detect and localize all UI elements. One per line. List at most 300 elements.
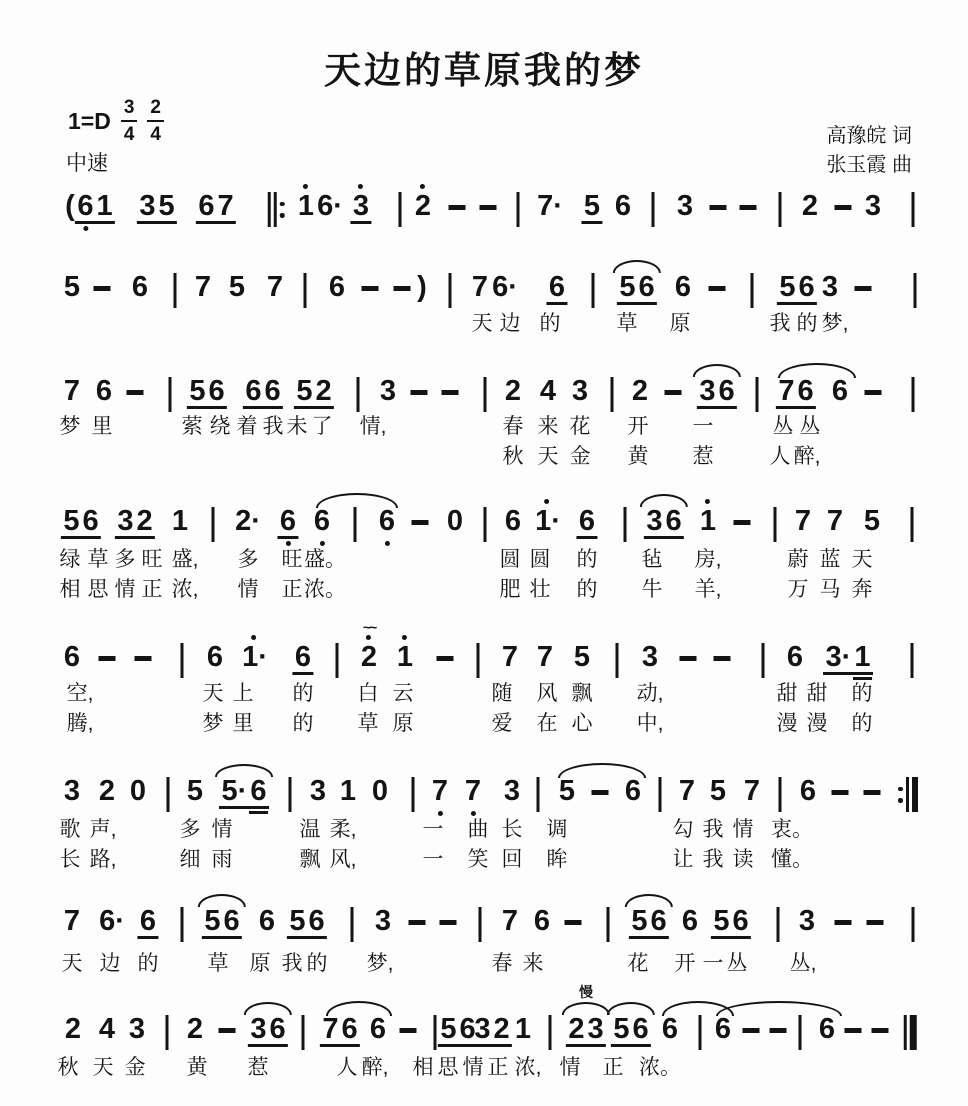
note-digits (243, 377, 283, 409)
note-digit: 6· (317, 190, 343, 222)
bar-stroke (611, 377, 614, 412)
barline (181, 643, 184, 678)
lyric-syllable: 天 (471, 312, 493, 335)
sustain-dash (740, 205, 757, 210)
note (61, 507, 101, 539)
sustain-dash (743, 1028, 760, 1033)
note-digits (277, 507, 298, 539)
note-digit: 5 (631, 905, 648, 937)
note-digits (444, 507, 465, 536)
meter-denominator: 4 (150, 124, 161, 145)
bar-stroke (659, 777, 662, 812)
barline (434, 1015, 437, 1050)
lyric-syllable: 上 (232, 682, 254, 705)
sustain-dash (864, 790, 881, 795)
note (799, 192, 820, 221)
sustain-dash (865, 390, 882, 395)
lyric-syllable: 甜 (776, 682, 798, 705)
note-digits (320, 1015, 360, 1047)
lyric-syllable: 浓, (514, 1056, 542, 1079)
lyric-syllable: 的 (576, 578, 598, 601)
note (639, 643, 660, 672)
note-digit: 2 (631, 375, 649, 407)
lyric-syllable: 醉, (793, 445, 821, 468)
note (535, 192, 566, 221)
note (499, 643, 520, 672)
note-digit: 3 (374, 905, 392, 937)
lyrics-row (0, 951, 968, 979)
barline (912, 377, 915, 412)
bar-stroke (911, 643, 914, 678)
lyric-syllable: 正 (487, 1056, 509, 1079)
lyric-syllable: 天 (61, 952, 83, 975)
note-digits (676, 777, 697, 806)
barline (169, 377, 172, 412)
note-digit: 6 (77, 190, 94, 222)
note (512, 1015, 533, 1044)
note-digits (358, 643, 379, 672)
lyrics-row (0, 817, 968, 845)
note (862, 192, 883, 221)
note-digits (96, 1015, 117, 1044)
bar-stroke (304, 273, 307, 308)
meter-denominator: 4 (123, 124, 135, 145)
note-digit: 3 (474, 1013, 491, 1045)
bar-stroke (616, 643, 619, 678)
lyric-syllable: 思 (437, 1056, 459, 1079)
parenthesis: ) (417, 271, 427, 303)
note-digits (472, 1015, 512, 1047)
lyrics-row (0, 414, 968, 442)
note-digits (862, 192, 883, 221)
note (376, 507, 397, 536)
lyrics-row (0, 1055, 968, 1083)
note-digits (502, 377, 523, 406)
note (372, 907, 393, 936)
lyric-syllable: 旺 (281, 548, 303, 571)
note (581, 192, 602, 224)
note-digit: 2 (414, 190, 432, 222)
lyric-syllable: 情 (732, 818, 754, 841)
bar-stroke (166, 1015, 169, 1050)
note-digits (462, 777, 483, 806)
note-digit: 3 (821, 271, 839, 303)
lyric-syllable: 惹 (247, 1056, 269, 1079)
note (137, 907, 158, 939)
lyric-syllable: 金 (569, 445, 591, 468)
note-digits (61, 507, 101, 539)
lyric-syllable: 盛, (171, 548, 199, 571)
note (829, 377, 850, 406)
note-digit: 6 (208, 375, 225, 407)
barline (616, 643, 619, 678)
lyric-syllable: 调 (546, 818, 568, 841)
barline (699, 1015, 702, 1050)
augmentation-dot: · (333, 190, 343, 222)
lyric-syllable: 飘 (571, 682, 593, 705)
note (617, 273, 657, 305)
notation-line (0, 984, 968, 1055)
note-digits (96, 777, 117, 806)
note (469, 273, 490, 302)
note-digits (412, 192, 433, 221)
lyric-syllable: 蔚 (787, 548, 809, 571)
note-digit: 6 (548, 271, 566, 303)
note (622, 777, 643, 806)
note-digits (659, 1015, 680, 1044)
note-digits (502, 507, 523, 536)
note-digits (61, 907, 82, 936)
lyric-syllable: 奔 (851, 578, 873, 601)
bar-stroke (354, 507, 357, 542)
bar-stroke (302, 1015, 305, 1050)
note-digits (248, 1015, 288, 1047)
lyric-syllable: 的 (851, 712, 873, 735)
augmentation-dot: · (841, 641, 852, 673)
lyric-syllable: 黄 (627, 445, 649, 468)
note-digits (202, 907, 242, 939)
note-digit: 5 (583, 190, 601, 222)
note-digit: 7 (322, 1013, 339, 1045)
note (711, 907, 751, 939)
note-digits (315, 192, 346, 221)
barline (354, 507, 357, 542)
sustain-dash (362, 286, 379, 291)
note (62, 1015, 83, 1044)
final-barline (904, 1015, 917, 1050)
note-digit: 6 (786, 641, 804, 673)
bar-stroke (904, 1015, 907, 1050)
lyric-syllable: 我 (262, 415, 284, 438)
note-digits (61, 643, 82, 672)
lyric-syllable: 天 (202, 682, 224, 705)
sustain-dash (442, 390, 459, 395)
note-digit: 1 (339, 775, 357, 807)
notation-line (0, 619, 968, 683)
note-digits (292, 643, 313, 675)
note (534, 643, 555, 672)
note-digit: 6 (269, 1013, 286, 1045)
note-digit: 7 (501, 641, 519, 673)
sustain-dash (440, 920, 457, 925)
note (93, 377, 114, 406)
lyric-syllable: 歌 (59, 818, 81, 841)
bar-stroke (517, 192, 520, 227)
bar-stroke (169, 377, 172, 412)
note-digit: 7 (501, 905, 519, 937)
note-digits (534, 643, 555, 672)
note-digit: 6 (131, 271, 149, 303)
meter-numerator: 2 (147, 98, 164, 122)
note (502, 507, 523, 536)
lyric-syllable: 柔, (329, 818, 357, 841)
lyric-syllable: 风, (329, 848, 357, 871)
repeat-begin-barline (268, 192, 285, 227)
barline (336, 643, 339, 678)
note (672, 273, 693, 302)
note (377, 377, 398, 406)
sustain-dash (135, 656, 152, 661)
lyric-syllable: 里 (91, 415, 113, 438)
note (537, 377, 558, 406)
note-digit: 5 (613, 1013, 630, 1045)
note (233, 507, 264, 536)
note-digit: 6 (632, 1013, 649, 1045)
lyric-syllable: 回 (501, 848, 523, 871)
lyric-syllable: 爱 (491, 712, 513, 735)
note (129, 273, 150, 302)
note-digits (829, 377, 850, 406)
lyric-syllable: 的 (292, 712, 314, 735)
augmentation-dot: · (553, 190, 563, 222)
note (184, 1015, 205, 1044)
note (784, 643, 805, 672)
note-digit: 6 (63, 641, 81, 673)
note-digit: 1 (854, 641, 871, 673)
lyric-syllable: 丛 (772, 415, 794, 438)
note-digits (61, 377, 82, 406)
note (248, 1015, 288, 1047)
barline (624, 507, 627, 542)
barline (302, 1015, 305, 1050)
note-digit: 6 (459, 1013, 476, 1045)
note (184, 777, 205, 806)
note-digits (311, 507, 332, 536)
note-digit: 5 (440, 1013, 457, 1045)
sustain-dash (127, 390, 144, 395)
note-digit: 6 (279, 505, 297, 537)
note-digits (184, 1015, 205, 1044)
note-digit: 3 (699, 375, 716, 407)
note (816, 1015, 837, 1044)
augmentation-dot: · (237, 775, 248, 807)
barline (351, 907, 354, 942)
note-digit: 5 (863, 505, 881, 537)
note-digit: 3 (864, 190, 882, 222)
note-digit: 6 (797, 375, 814, 407)
lyric-syllable: 浓。 (304, 578, 346, 601)
note (556, 777, 577, 806)
note (243, 377, 283, 409)
note-digits (792, 507, 813, 536)
sustain-dash (714, 656, 731, 661)
bar-stroke (549, 1015, 552, 1050)
note (576, 507, 597, 539)
lyric-syllable: 蓝 (819, 548, 841, 571)
barline (484, 377, 487, 412)
note-digits (622, 777, 643, 806)
augmentation-dot: · (251, 505, 261, 537)
sustain-dash (449, 205, 466, 210)
note-digit: 6 (533, 905, 551, 937)
note-digit: 1 (514, 1013, 532, 1045)
note (412, 192, 433, 221)
lyric-syllable: 的 (576, 548, 598, 571)
note-digit: 6 (831, 375, 849, 407)
note-digit: 6 (718, 375, 735, 407)
note-digit: 7 (194, 271, 212, 303)
bar-stroke (336, 643, 339, 678)
lyric-syllable: 原 (669, 312, 691, 335)
lyrics-row (0, 681, 968, 709)
note (96, 777, 117, 806)
note-digits (169, 507, 190, 536)
barline (517, 192, 520, 227)
lyric-syllable: 白 (357, 682, 379, 705)
note-digits (490, 273, 521, 302)
note-digits (741, 777, 762, 806)
note-digit: 7 (266, 271, 284, 303)
notation-line (0, 377, 968, 417)
note-digit: 3 (587, 1013, 604, 1045)
lyric-syllable: 浓。 (639, 1056, 681, 1079)
note-digit: 7· (537, 190, 563, 222)
lyric-syllable: 情 (114, 578, 136, 601)
note-digit: 7 (471, 271, 489, 303)
lyric-syllable: 中, (636, 712, 664, 735)
note (741, 777, 762, 806)
lyric-syllable: 笑 (467, 848, 489, 871)
sustain-dash (835, 920, 852, 925)
note (569, 377, 590, 406)
note-digit: 3 (250, 1013, 267, 1045)
lyric-syllable: 人 (769, 445, 791, 468)
note (61, 907, 82, 936)
note-digit: 6 (369, 1013, 387, 1045)
note-digit: 6 (308, 905, 325, 937)
note-digit: 5 (713, 905, 730, 937)
barline (751, 273, 754, 308)
note (219, 777, 269, 809)
note-digit: 6 (650, 905, 667, 937)
note-digits (93, 377, 114, 406)
lyric-syllable: 情 (559, 1056, 581, 1079)
note-digit: 7 (217, 190, 234, 222)
parenthesis: ( (65, 190, 75, 222)
lyric-syllable: 花 (569, 415, 591, 438)
note-digits (256, 907, 277, 936)
barline (484, 507, 487, 542)
note-digit: 5 (558, 775, 576, 807)
bar-stroke (592, 273, 595, 308)
lyric-syllable: 房, (694, 548, 722, 571)
notation-line (0, 907, 968, 947)
lyric-syllable: 正 (141, 578, 163, 601)
lyric-syllable: 漫 (806, 712, 828, 735)
note-digit: 2 (186, 1013, 204, 1045)
sustain-dash (99, 656, 116, 661)
note (792, 507, 813, 536)
bar-stroke (751, 273, 754, 308)
note (644, 507, 684, 539)
note-digit: 6 (624, 775, 642, 807)
note-digit: 6 (139, 905, 157, 937)
note-digits (137, 192, 177, 224)
note-digit: 6· (99, 905, 125, 937)
barline (304, 273, 307, 308)
note (226, 273, 247, 302)
note-digit: 6 (732, 905, 749, 937)
note-digit: 6 (328, 271, 346, 303)
note-digit: 6 (614, 190, 632, 222)
lyric-syllable: 情 (211, 818, 233, 841)
bar-stroke (434, 1015, 437, 1050)
note (367, 1015, 388, 1044)
note-digit: 6 (674, 271, 692, 303)
sustain-dash (411, 390, 428, 395)
note-digits (617, 273, 657, 305)
sustain-dash (400, 1028, 417, 1033)
note-digits (535, 192, 566, 221)
lyric-syllable: 圆 (529, 548, 551, 571)
note-digit: 2 (98, 775, 116, 807)
tie-arc (326, 1001, 392, 1016)
note-digit: 6 (82, 505, 99, 537)
barline (756, 377, 759, 412)
barline (911, 643, 914, 678)
note-digits (499, 907, 520, 936)
bar-stroke (779, 777, 782, 812)
bar-stroke (181, 907, 184, 942)
sustain-dash (394, 286, 411, 291)
note-digit: 6 (681, 905, 699, 937)
note-digit: 2 (64, 1013, 82, 1045)
lyric-syllable: 绕 (209, 415, 231, 438)
note (533, 507, 564, 536)
note (126, 1015, 147, 1044)
lyric-syllable: 草 (616, 312, 638, 335)
note (311, 507, 332, 536)
note-digits (226, 273, 247, 302)
note-digit: 0 (371, 775, 389, 807)
lyrics-row (0, 444, 968, 472)
lyric-syllable: 多 (179, 818, 201, 841)
note-digits (219, 777, 269, 809)
lyric-syllable: 勾 (672, 818, 694, 841)
note-digit: 6 (313, 505, 331, 537)
note-digits (611, 1015, 651, 1047)
note-digits (501, 777, 522, 806)
note-digit: 7 (536, 641, 554, 673)
lyric-syllable: 正 (602, 1056, 624, 1079)
note (697, 377, 737, 409)
lyric-syllable: 丛 (726, 952, 748, 975)
note-digit: 6 (198, 190, 215, 222)
bar-stroke (399, 192, 402, 227)
lyric-syllable: 的 (292, 682, 314, 705)
note-digits (376, 507, 397, 536)
lyric-syllable: 草 (87, 548, 109, 571)
composer-credit: 张玉霞 曲 (826, 154, 912, 176)
lyric-syllable: 未 (286, 415, 308, 438)
note-digit: 6 (818, 1013, 836, 1045)
note (819, 273, 840, 302)
note-digit: 5 (289, 905, 306, 937)
note (502, 377, 523, 406)
barline (174, 273, 177, 308)
bar-stroke (756, 377, 759, 412)
bar-stroke (774, 507, 777, 542)
lyric-syllable: 我 (702, 818, 724, 841)
note-digits (799, 192, 820, 221)
note-digit: 6 (378, 505, 396, 537)
note (61, 643, 82, 672)
note-digits (824, 507, 845, 536)
note (659, 1015, 680, 1044)
note (571, 643, 592, 672)
lyric-syllable: 秋 (57, 1056, 79, 1079)
meter-numerator: 3 (121, 98, 138, 122)
